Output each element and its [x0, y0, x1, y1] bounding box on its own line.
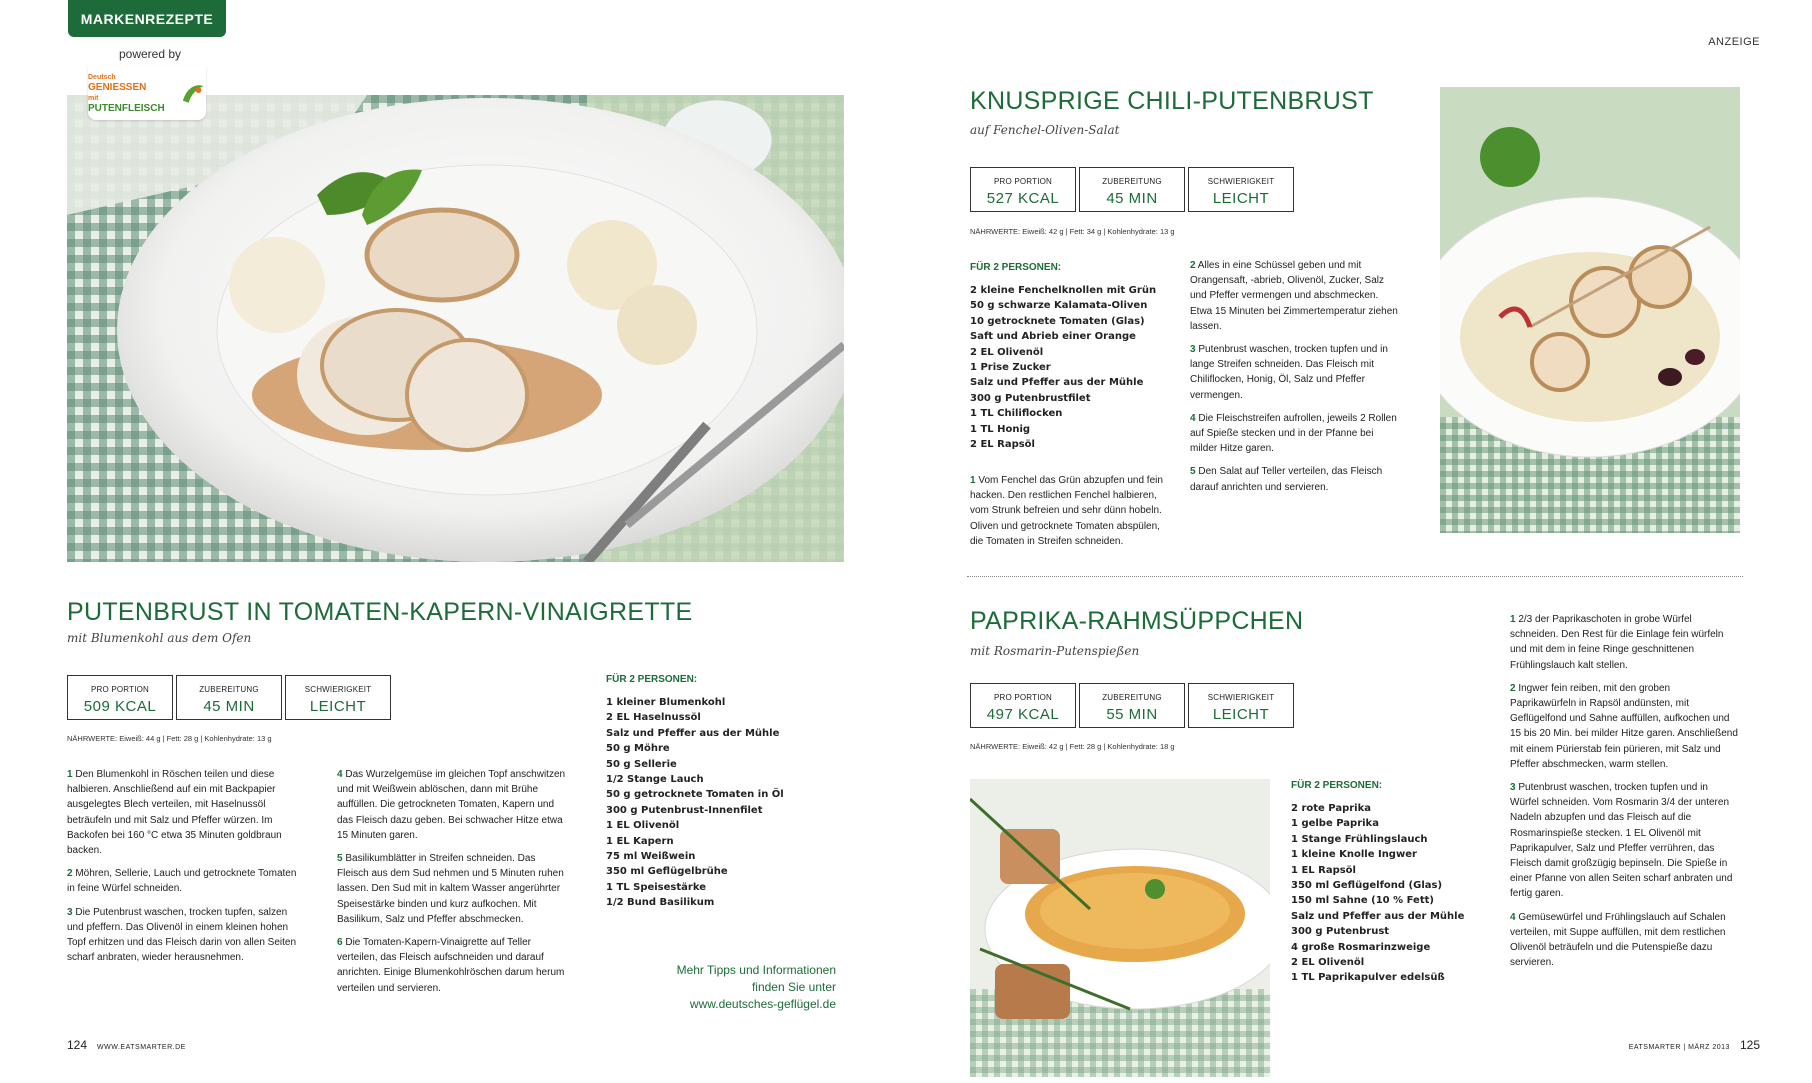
- step-text: Die Tomaten-Kapern-Vinaigrette auf Teller verteilen, das Fleisch aufschneiden und darauf anrichten. Einige Blumenkohlröschen darum herum verteilen und servieren.: [337, 937, 565, 994]
- recipe1-nutrition: NÄHRWERTE: Eiweiß: 44 g | Fett: 28 g | Kohlenhydrate: 13 g: [67, 734, 272, 743]
- info-difficulty: SCHWIERIGKEIT LEICHT: [285, 675, 391, 720]
- recipe-step: [1190, 258, 1400, 334]
- ingredient-item: 2 rote Paprika: [1291, 803, 1372, 814]
- ingredient-item: 2 EL Rapsöl: [970, 439, 1035, 451]
- ingredient-item: 300 g Putenbrust: [1291, 926, 1390, 938]
- ingredient-item: 2 kleine Fenchelknollen mit Grün: [970, 285, 1157, 296]
- ingredient-item: 1 EL Olivenöl: [606, 820, 680, 832]
- info-difficulty: SCHWIERIGKEIT LEICHT: [1188, 683, 1294, 728]
- page-number-left: 124: [67, 1038, 88, 1052]
- ingredient-item: Salz und Pfeffer aus der Mühle: [1291, 910, 1465, 922]
- step-number: 4: [337, 769, 343, 780]
- ingredient-item: 50 g getrocknete Tomaten in Öl: [606, 789, 784, 801]
- logo-text: Deutsch GENIESSEN mit PUTENFLEISCH: [88, 74, 165, 114]
- recipe3-ingredients-list: [1291, 801, 1501, 986]
- ad-label: ANZEIGE: [1708, 36, 1760, 48]
- ingredient-item: Salz und Pfeffer aus der Mühle: [606, 727, 780, 739]
- recipe1-ingredients-heading: FÜR 2 PERSONEN:: [606, 674, 698, 685]
- recipe1-title: PUTENBRUST IN TOMATEN-KAPERN-VINAIGRETTE: [67, 598, 693, 626]
- step-text: Das Wurzelgemüse im gleichen Topf anschwitzen und mit Weißwein ablöschen, dann mit Brühe auffüllen. Die getrockneten Tomaten, Kapern und das Fleisch dazu geben. Bei schwacher Hitze etwa 15 Minuten garen.: [337, 769, 566, 841]
- recipe2-title: KNUSPRIGE CHILI-PUTENBRUST: [970, 87, 1374, 115]
- step-number: 1: [1510, 614, 1516, 625]
- step-number: 3: [67, 906, 73, 918]
- info-prep-time: ZUBEREITUNG 55 MIN: [1079, 683, 1185, 728]
- recipe3-nutrition: NÄHRWERTE: Eiweiß: 42 g | Fett: 28 g | Kohlenhydrate: 18 g: [970, 742, 1175, 751]
- ingredient-item: 50 g schwarze Kalamata-Oliven: [970, 300, 1148, 312]
- ingredient-item: 1 EL Rapsöl: [1291, 864, 1356, 876]
- recipe1-steps-col1: [67, 767, 299, 973]
- ingredient-item: 1 Prise Zucker: [970, 362, 1051, 374]
- step-text: Den Blumenkohl in Röschen teilen und diese halbieren. Anschließend auf ein mit Backpapier ausgelegtes Blech verteilen, mit Haselnussöl beträufeln und mit Salz und Pfeffer würzen. Im Backofen bei 160 °C etwa 35 Minuten goldbraun backen.: [67, 769, 282, 857]
- step-number: 2: [1510, 682, 1516, 694]
- ingredient-item: 1 TL Paprikapulver edelsüß: [1291, 972, 1445, 984]
- ingredient-item: 1 Stange Frühlingslauch: [1291, 833, 1428, 845]
- recipe2-nutrition: NÄHRWERTE: Eiweiß: 42 g | Fett: 34 g | Kohlenhydrate: 13 g: [970, 227, 1175, 236]
- ingredient-item: 75 ml Weißwein: [606, 851, 696, 863]
- ingredient-item: 1 kleiner Blumenkohl: [606, 697, 726, 708]
- ingredient-item: 350 ml Geflügelfond (Glas): [1291, 880, 1443, 892]
- ingredient-item: 1 gelbe Paprika: [1291, 818, 1379, 830]
- recipe1-subtitle: mit Blumenkohl aus dem Ofen: [67, 631, 252, 645]
- recipe-step: [67, 905, 299, 966]
- more-info-line2: finden Sie unter: [751, 980, 836, 994]
- info-portion: PRO PORTION 527 KCAL: [970, 167, 1076, 212]
- recipe-step: [1510, 612, 1738, 673]
- info-portion: PRO PORTION 509 KCAL: [67, 675, 173, 720]
- ingredient-item: 1/2 Bund Basilikum: [606, 897, 715, 909]
- ingredient-item: 4 große Rosmarinzweige: [1291, 941, 1431, 953]
- recipe2-ingredients-list: [970, 283, 1180, 452]
- recipe1-ingredients-list: [606, 695, 806, 911]
- ingredient-item: 1 TL Chiliflocken: [970, 408, 1063, 420]
- ingredient-item: 50 g Sellerie: [606, 758, 677, 770]
- recipe-step: [1190, 464, 1400, 494]
- section-divider: [967, 576, 1743, 577]
- brand-logo: [88, 66, 206, 120]
- info-prep-time: ZUBEREITUNG 45 MIN: [176, 675, 282, 720]
- recipe-step: [67, 866, 299, 896]
- recipe2-infobox: [970, 167, 1294, 212]
- ingredient-item: 2 EL Haselnussöl: [606, 712, 701, 724]
- step-number: 3: [1190, 344, 1196, 356]
- plated-turkey-image: [67, 95, 844, 562]
- step-number: 5: [337, 853, 343, 865]
- ingredient-item: 150 ml Sahne (10 % Fett): [1291, 895, 1434, 907]
- step-text: Alles in eine Schüssel geben und mit Orangensaft, -abrieb, Olivenöl, Zucker, Salz und Pfeffer vermengen und abschmecken. Etwa 15 Minuten bei Zimmertemperatur ziehen lassen.: [1190, 260, 1398, 332]
- recipe-step: [337, 935, 569, 996]
- turkey-leaf-icon: [179, 81, 206, 105]
- recipe2-ingredients-heading: FÜR 2 PERSONEN:: [970, 262, 1062, 273]
- recipe1-infobox: [67, 675, 391, 720]
- ingredient-item: Saft und Abrieb einer Orange: [970, 331, 1136, 343]
- ingredient-item: 1/2 Stange Lauch: [606, 774, 704, 786]
- step-text: Gemüsewürfel und Frühlingslauch auf Schalen verteilen, mit Suppe auffüllen, mit dem restlichen Olivenöl beträufeln und die Putenspieße dazu servieren.: [1510, 911, 1726, 969]
- ingredient-item: 1 TL Honig: [970, 423, 1031, 435]
- ingredient-item: 300 g Putenbrustfilet: [970, 392, 1091, 404]
- ingredient-item: 350 ml Geflügelbrühe: [606, 866, 728, 878]
- ingredient-item: Salz und Pfeffer aus der Mühle: [970, 377, 1144, 389]
- recipe-step: [1510, 681, 1738, 772]
- recipe3-steps: [1510, 612, 1738, 978]
- recipe2-subtitle: auf Fenchel-Oliven-Salat: [970, 123, 1120, 137]
- step-text: Möhren, Sellerie, Lauch und getrocknete Tomaten in feine Würfel schneiden.: [67, 868, 297, 895]
- info-difficulty: SCHWIERIGKEIT LEICHT: [1188, 167, 1294, 212]
- page-number-right: 125: [1739, 1038, 1760, 1052]
- recipe-step: [1510, 780, 1738, 902]
- step-text: Basilikumblätter in Streifen schneiden. Das Fleisch aus dem Sud nehmen und 5 Minuten ruhen lassen. Den Sud mit in kaltem Wasser angerührter Speisestärke binden und kurz aufkochen. Mit Basilikum, Salz und Pfeffer abschmecken.: [337, 853, 564, 925]
- recipe2-steps-col2: [1190, 258, 1400, 503]
- more-info-link[interactable]: www.deutsches-geflügel.de: [689, 997, 836, 1011]
- recipe-step: [337, 767, 569, 843]
- ingredient-item: 1 TL Speisestärke: [606, 881, 706, 893]
- more-info-box: [600, 962, 836, 1013]
- ingredient-item: 50 g Möhre: [606, 743, 670, 755]
- recipe3-ingredients-heading: FÜR 2 PERSONEN:: [1291, 780, 1383, 791]
- ingredient-item: 300 g Putenbrust-Innenfilet: [606, 804, 763, 816]
- step-text: Den Salat auf Teller verteilen, das Fleisch darauf anrichten und servieren.: [1190, 466, 1383, 493]
- step-number: 2: [67, 868, 73, 880]
- recipe2-step1: 1 Vom Fenchel das Grün abzupfen und fein hacken. Den restlichen Fenchel halbieren, vom Strunk befreien und sehr dünn hobeln. Oliven und getrocknete Tomaten abspülen, die Tomaten in Streifen schneiden.: [970, 475, 1163, 547]
- recipe1-steps-col2: [337, 767, 569, 1004]
- step-number: 6: [337, 937, 343, 949]
- ingredient-item: 1 EL Kapern: [606, 835, 674, 847]
- footer-magazine: EATSMARTER | MÄRZ 2013: [1628, 1044, 1730, 1051]
- step-number: 2: [1190, 260, 1196, 271]
- step-text: Putenbrust waschen, trocken tupfen und in lange Streifen schneiden. Das Fleisch mit Chiliflocken, Honig, Öl, Salz und Pfeffer vermengen.: [1190, 344, 1388, 401]
- recipe3-photo: [970, 779, 1270, 1077]
- recipe-step: [337, 851, 569, 927]
- recipe-step: [1510, 910, 1738, 971]
- step-text: Die Fleischstreifen aufrollen, jeweils 2 Rollen auf Spieße stecken und in der Pfanne bei milder Hitze garen.: [1190, 412, 1397, 455]
- info-portion: PRO PORTION 497 KCAL: [970, 683, 1076, 728]
- ingredient-item: 2 EL Olivenöl: [1291, 957, 1365, 969]
- step-number: 4: [1510, 911, 1516, 923]
- ingredient-item: 1 kleine Knolle Ingwer: [1291, 849, 1417, 861]
- powered-by-label: powered by: [118, 47, 182, 61]
- recipe3-subtitle: mit Rosmarin-Putenspießen: [970, 644, 1140, 658]
- recipe-step: [1190, 342, 1400, 403]
- footer-url[interactable]: WWW.EATSMARTER.DE: [97, 1044, 186, 1051]
- section-tag: MARKENREZEPTE: [68, 0, 226, 37]
- step-number: 1: [67, 769, 73, 780]
- recipe2-photo: [1440, 87, 1740, 533]
- step-text: Ingwer fein reiben, mit den groben Paprikawürfeln in Rapsöl andünsten, mit Geflügelfond und Sahne auffüllen, aufkochen und 15 bis 20 Min. bei milder Hitze garen. Anschließend mit einem Pürierstab fein pürieren, mit Salz und Pfeffer abschmecken, warm stellen.: [1510, 682, 1738, 770]
- step-number: 5: [1190, 466, 1196, 478]
- paprika-soup-image: [970, 779, 1270, 1077]
- step-text: 2/3 der Paprikaschoten in grobe Würfel schneiden. Den Rest für die Einlage fein würfeln und mit dem in feine Ringe geschnittenen Frühlingslauch kalt stellen.: [1510, 614, 1724, 671]
- step-text: Die Putenbrust waschen, trocken tupfen, salzen und pfeffern. Das Olivenöl in einem kleinen hohen Topf erhitzen und das Fleisch darin von allen Seiten scharf anbraten, wieder herausnehmen.: [67, 906, 297, 964]
- recipe1-photo: [67, 95, 844, 562]
- chili-turkey-image: [1440, 87, 1740, 533]
- footer-left: [67, 1038, 186, 1052]
- ingredient-item: 10 getrocknete Tomaten (Glas): [970, 315, 1145, 327]
- recipe-step: [1190, 411, 1400, 457]
- step-number: 3: [1510, 782, 1516, 794]
- ingredient-item: 2 EL Olivenöl: [970, 346, 1044, 358]
- recipe3-title: PAPRIKA-RAHMSÜPPCHEN: [970, 607, 1304, 635]
- recipe-step: [67, 767, 299, 858]
- info-prep-time: ZUBEREITUNG 45 MIN: [1079, 167, 1185, 212]
- step-text: Putenbrust waschen, trocken tupfen und in Würfel schneiden. Vom Rosmarin 3/4 der unteren Nadeln abzupfen und das Fleisch auf die Rosmarinspieße stecken. 1 EL Olivenöl mit Paprikapulver, Salz und Pfeffer verrühren, das Fleisch damit großzügig bepinseln. Die Spieße in einer Pfanne von allen Seiten scharf anbraten und fertig garen.: [1510, 782, 1733, 900]
- more-info-line1: Mehr Tipps und Informationen: [676, 963, 836, 977]
- recipe3-infobox: [970, 683, 1294, 728]
- step-number: 4: [1190, 412, 1196, 424]
- footer-right: [1629, 1038, 1760, 1052]
